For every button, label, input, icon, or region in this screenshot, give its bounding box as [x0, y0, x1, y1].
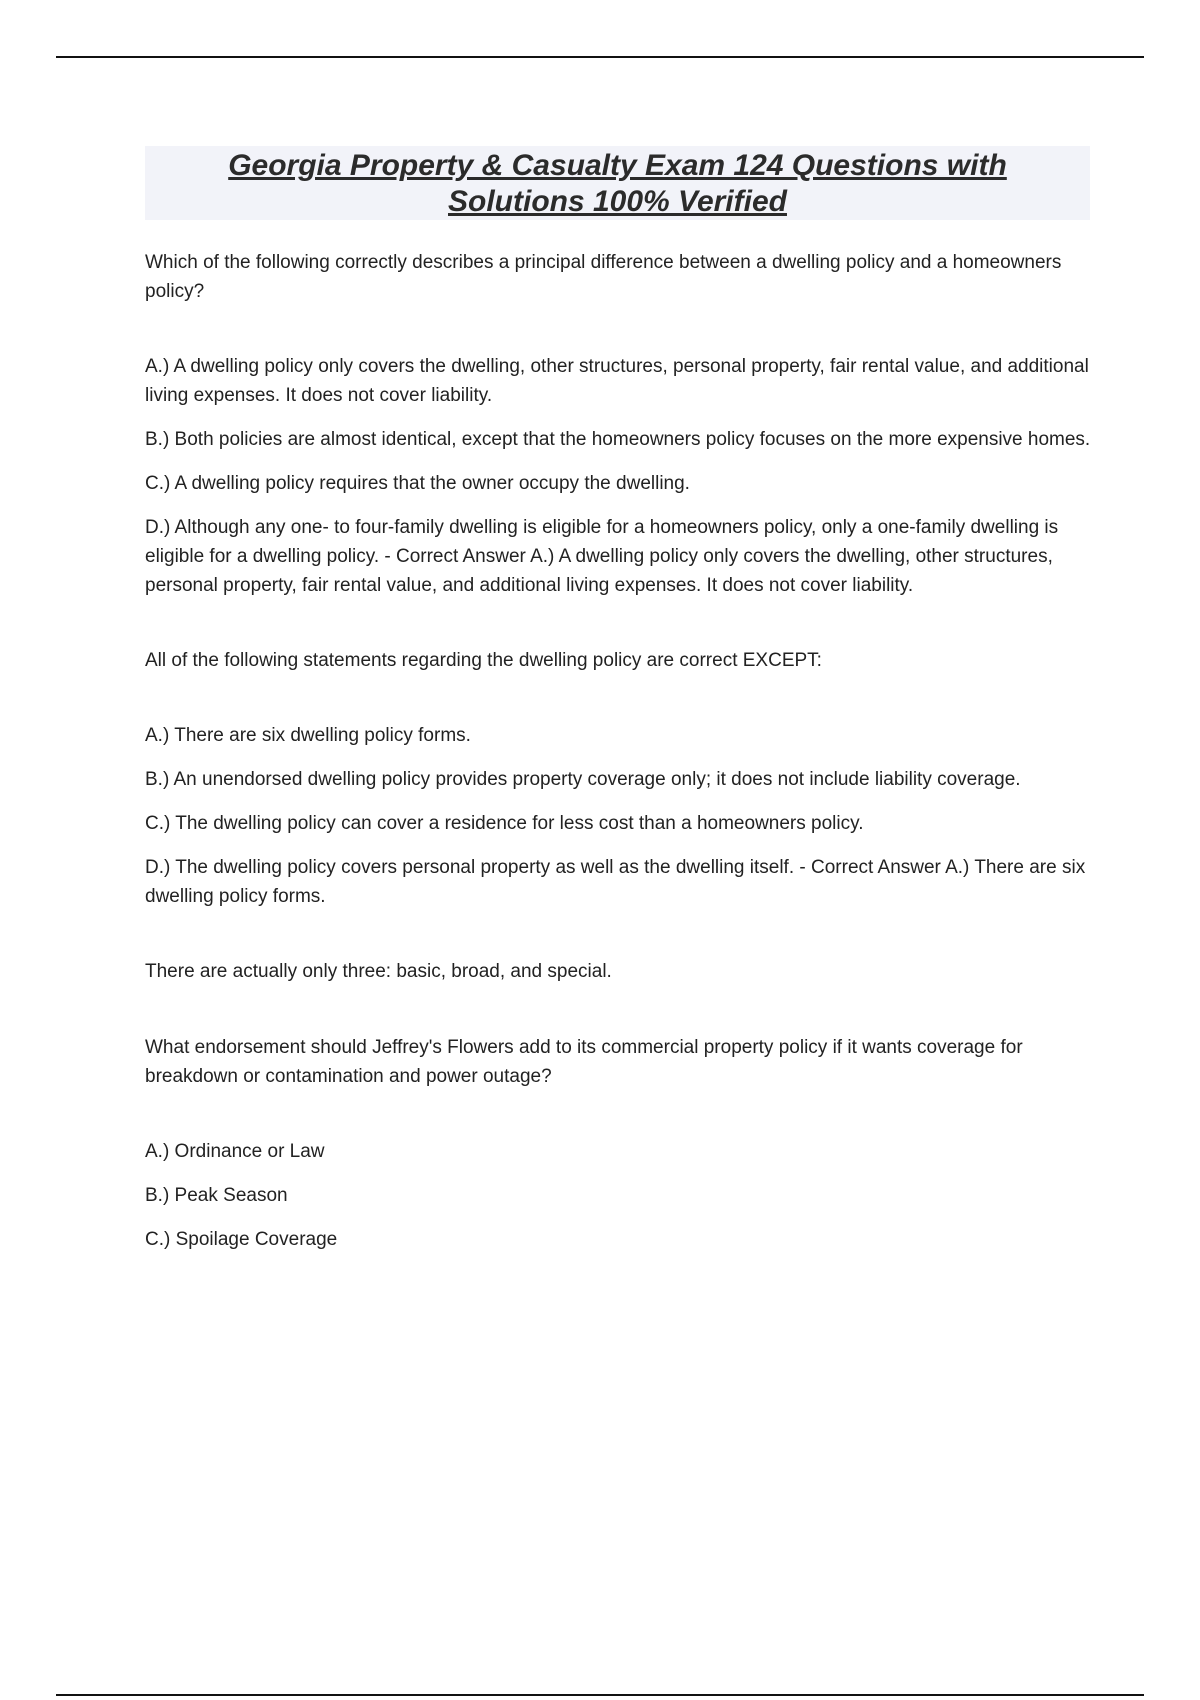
question-2-text: All of the following statements regarding the dwelling policy are correct EXCEPT:: [145, 650, 822, 671]
header-rule: [56, 56, 1144, 58]
question-2-option-c: C.) The dwelling policy can cover a residence for less cost than a homeowners policy.: [145, 813, 864, 834]
document-title-line-2: Solutions 100% Verified: [448, 185, 787, 218]
title-banner: [145, 146, 1090, 220]
question-2-option-b: B.) An unendorsed dwelling policy provides property coverage only; it does not include liability coverage.: [145, 769, 1021, 790]
question-2-option-d: D.) The dwelling policy covers personal property as well as the dwelling itself. - Correct Answer A.) There are six dwelling policy forms.: [145, 857, 1086, 907]
question-1-option-c: C.) A dwelling policy requires that the owner occupy the dwelling.: [145, 473, 690, 494]
question-2-note: There are actually only three: basic, broad, and special.: [145, 961, 612, 982]
question-block-1: [145, 248, 1095, 600]
question-1-option-b: B.) Both policies are almost identical, except that the homeowners policy focuses on the more expensive homes.: [145, 429, 1091, 450]
question-1-option-d: D.) Although any one- to four-family dwelling is eligible for a homeowners policy, only a one-family dwelling is eligible for a dwelling policy. - Correct Answer A.) A dwelling policy only covers the dwelling, other structures, personal property, fair rental value, and additional living expenses. It does not cover liability.: [145, 517, 1059, 596]
question-3-option-a: A.) Ordinance or Law: [145, 1141, 325, 1162]
question-3-option-b: B.) Peak Season: [145, 1185, 288, 1206]
question-block-3: [145, 1033, 1095, 1254]
question-3-text: What endorsement should Jeffrey's Flowers add to its commercial property policy if it wants coverage for breakdown or contamination and power outage?: [145, 1037, 1023, 1087]
footer-rule: [56, 1694, 1144, 1696]
document-body: [145, 248, 1095, 1269]
document-title-line-1: Georgia Property & Casualty Exam 124 Questions with: [228, 149, 1007, 182]
question-2-option-a: A.) There are six dwelling policy forms.: [145, 725, 471, 746]
question-block-2: [145, 646, 1095, 986]
document-title: [145, 146, 1090, 220]
question-3-option-c: C.) Spoilage Coverage: [145, 1229, 338, 1250]
question-1-text: Which of the following correctly describes a principal difference between a dwelling policy and a homeowners policy?: [145, 252, 1062, 302]
question-1-option-a: A.) A dwelling policy only covers the dwelling, other structures, personal property, fair rental value, and additional living expenses. It does not cover liability.: [145, 356, 1089, 406]
